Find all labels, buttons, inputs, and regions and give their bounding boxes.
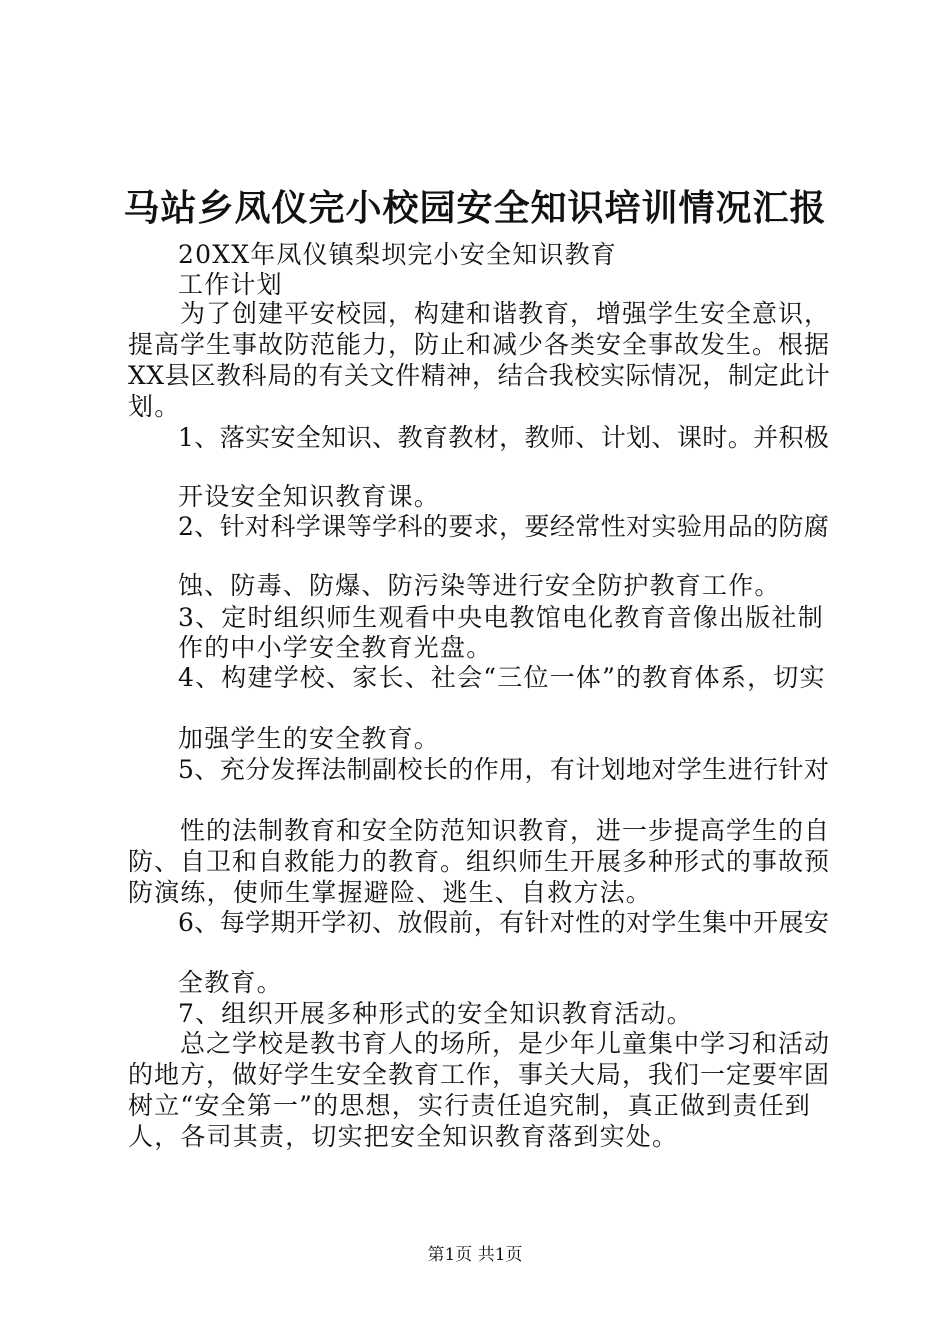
- item-3-line-1: 3、定时组织师生观看中央电教馆电化教育音像出版社制: [178, 603, 824, 632]
- item-7-line: 7、组织开展多种形式的安全知识教育活动。: [178, 999, 693, 1028]
- conclusion-line-3: 树立“安全第一”的思想，实行责任追究制，真正做到责任到: [128, 1091, 811, 1120]
- intro-line-1: 为了创建平安校园，构建和谐教育，增强学生安全意识，: [180, 299, 831, 328]
- item-3-line-2: 作的中小学安全教育光盘。: [178, 633, 493, 662]
- page-number: 第1页 共1页: [427, 1245, 523, 1265]
- document-title: 马站乡凤仪完小校园安全知识培训情况汇报: [123, 187, 827, 229]
- item-6-line-1: 6、每学期开学初、放假前，有针对性的对学生集中开展安: [178, 908, 830, 937]
- intro-line-2: 提高学生事故防范能力，防止和减少各类安全事故发生。根据: [128, 330, 831, 359]
- item-5-line-4: 防演练，使师生掌握避险、逃生、自救方法。: [128, 878, 653, 907]
- intro-line-3: XX县区教科局的有关文件精神，结合我校实际情况，制定此计: [128, 361, 831, 390]
- item-5-line-1: 5、充分发挥法制副校长的作用，有计划地对学生进行针对: [178, 755, 830, 784]
- item-2-line-1: 2、针对科学课等学科的要求，要经常性对实验用品的防腐: [178, 512, 830, 541]
- item-4-line-2: 加强学生的安全教育。: [178, 724, 441, 753]
- subtitle-line-2: 工作计划: [178, 270, 283, 299]
- conclusion-line-2: 的地方，做好学生安全教育工作，事关大局，我们一定要牢固: [128, 1060, 831, 1089]
- item-5-line-3: 防、自卫和自救能力的教育。组织师生开展多种形式的事故预: [128, 847, 831, 876]
- conclusion-line-1: 总之学校是教书育人的场所，是少年儿童集中学习和活动: [180, 1029, 831, 1058]
- item-2-line-2: 蚀、防毒、防爆、防污染等进行安全防护教育工作。: [178, 571, 781, 600]
- item-1-line-2: 开设安全知识教育课。: [178, 482, 441, 511]
- item-1-line-1: 1、落实安全知识、教育教材，教师、计划、课时。并积极: [178, 423, 830, 452]
- item-6-line-2: 全教育。: [178, 968, 283, 997]
- item-4-line-1: 4、构建学校、家长、社会“三位一体”的教育体系，切实: [178, 663, 826, 692]
- conclusion-line-4: 人，各司其责，切实把安全知识教育落到实处。: [128, 1122, 679, 1151]
- subtitle-line-1: 20XX年凤仪镇梨坝完小安全知识教育: [178, 240, 618, 269]
- intro-line-4: 划。: [128, 392, 181, 421]
- item-5-line-2: 性的法制教育和安全防范知识教育，进一步提高学生的自: [180, 816, 831, 845]
